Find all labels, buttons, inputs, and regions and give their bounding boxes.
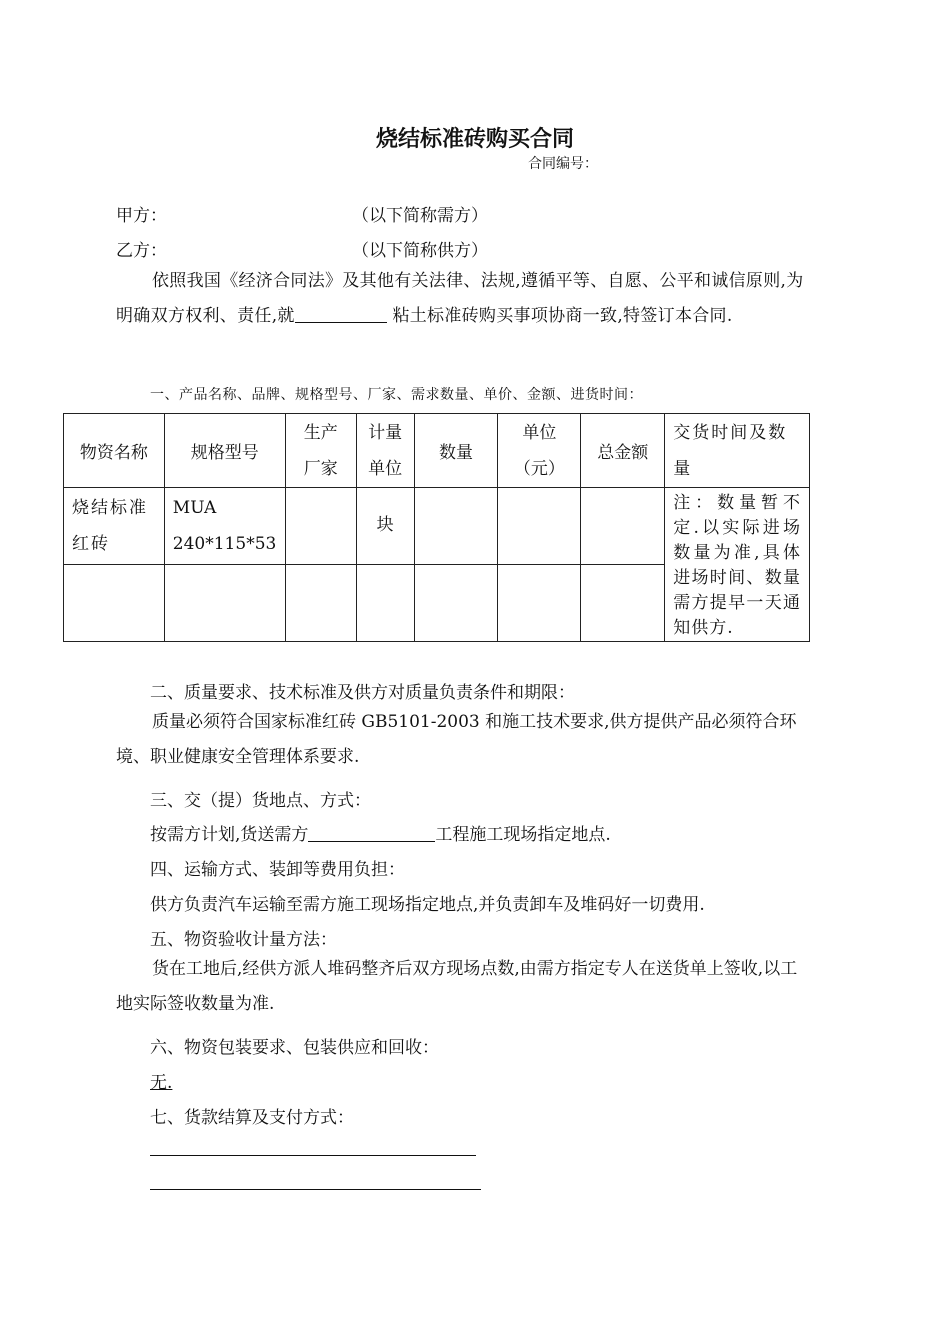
header-quantity: 数量: [414, 414, 498, 488]
section-2-heading: 二、质量要求、技术标准及供方对质量负责条件和期限：: [150, 683, 575, 703]
party-b-label: 乙方：: [116, 241, 167, 261]
cell-unit-price: [498, 488, 581, 565]
header-total: 总金额: [581, 414, 665, 488]
cell-empty: [64, 565, 165, 642]
cell-empty: [498, 565, 581, 642]
table-header-row: [64, 414, 810, 488]
header-unit: 计量 单位: [356, 414, 414, 488]
payment-terms-blank-line: [150, 1189, 481, 1190]
section-7-heading: 七、货款结算及支付方式：: [150, 1108, 354, 1128]
document-title: 烧结标准砖购买合同: [375, 126, 574, 152]
cell-spec: MUA 240*115*53: [164, 488, 285, 565]
cell-delivery-note: 注：数量暂不定.以实际进场数量为准,具体进场时间、数量需方提早一天通知供方.: [665, 488, 810, 642]
party-a-alias: （以下简称需方）: [352, 206, 488, 226]
intro-blank: [295, 304, 387, 323]
section-6-body: 无.: [150, 1073, 173, 1093]
section-4-body: 供方负责汽车运输至需方施工现场指定地点,并负责卸车及堆码好一切费用.: [150, 895, 705, 915]
header-maker: 生产 厂家: [285, 414, 356, 488]
cell-empty: [581, 565, 665, 642]
goods-table: [63, 413, 810, 642]
intro-paragraph: [116, 264, 812, 334]
section-6-heading: 六、物资包装要求、包装供应和回收：: [150, 1038, 439, 1058]
section-5-heading: 五、物资验收计量方法：: [150, 930, 337, 950]
cell-quantity: [414, 488, 498, 565]
table-row: [64, 488, 810, 565]
section-3-heading: 三、交（提）货地点、方式：: [150, 791, 371, 811]
party-a-label: 甲方：: [116, 206, 167, 226]
header-unit-price: 单位 （元）: [498, 414, 581, 488]
intro-text-2: 粘土标准砖购买事项协商一致,特签订本合同.: [392, 306, 733, 326]
header-delivery: 交货时间及数 量: [665, 414, 810, 488]
cell-product-name: 烧结标准 红砖: [64, 488, 165, 565]
cell-unit: 块: [356, 488, 414, 565]
header-spec: 规格型号: [164, 414, 285, 488]
cell-empty: [285, 565, 356, 642]
section-1-heading: 一、产品名称、品牌、规格型号、厂家、需求数量、单价、金额、进货时间：: [150, 387, 643, 403]
intro-text-1: 依照我国《经济合同法》及其他有关法律、法规,遵循平等、自愿、公平和诚信原则,为明确双方权利、责任,就: [116, 271, 804, 326]
cell-maker: [285, 488, 356, 565]
delivery-location-blank: [308, 823, 435, 842]
cell-total: [581, 488, 665, 565]
section-3-body: 按需方计划,货送需方 工程施工现场指定地点.: [150, 825, 611, 845]
payment-terms-blank-line: [150, 1155, 476, 1156]
party-b-alias: （以下简称供方）: [352, 241, 488, 261]
header-name: 物资名称: [64, 414, 165, 488]
cell-empty: [164, 565, 285, 642]
cell-empty: [414, 565, 498, 642]
cell-empty: [356, 565, 414, 642]
contract-number-label: 合同编号：: [528, 156, 598, 172]
section-4-heading: 四、运输方式、装卸等费用负担：: [150, 860, 405, 880]
section-5-body: 货在工地后,经供方派人堆码整齐后双方现场点数,由需方指定专人在送货单上签收,以工地实际签收数量为准.: [116, 959, 798, 1014]
section-2-body: 质量必须符合国家标准红砖 GB5101-2003 和施工技术要求,供方提供产品必须符合环境、职业健康安全管理体系要求.: [116, 712, 797, 767]
